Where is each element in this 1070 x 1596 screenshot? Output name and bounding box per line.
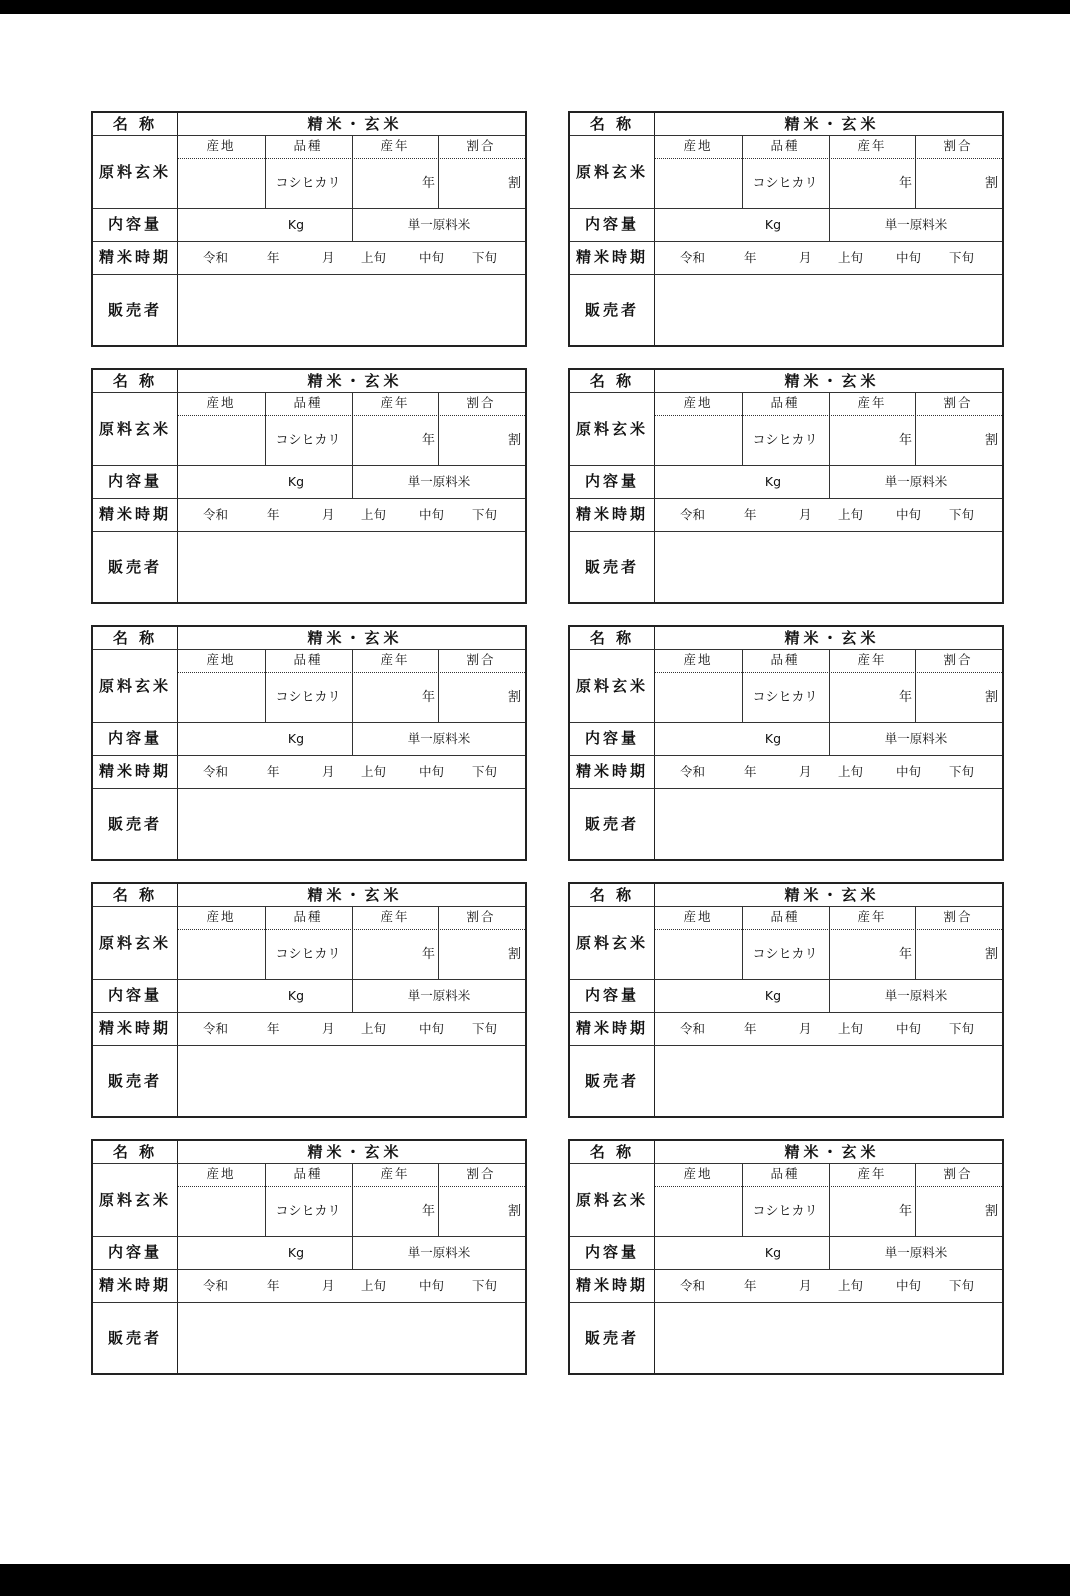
variety-value: コシヒカリ bbox=[752, 1204, 818, 1219]
col-divider bbox=[265, 906, 266, 979]
polish-period-key: 精米時期 bbox=[98, 248, 172, 266]
seller-key: 販売者 bbox=[584, 301, 640, 319]
name-key: 名 称 bbox=[589, 886, 635, 904]
month-word: 月 bbox=[322, 764, 335, 779]
row-divider bbox=[93, 498, 525, 499]
kg-unit: Kg bbox=[287, 217, 305, 232]
rice-label bbox=[91, 368, 527, 604]
raw-rice-key: 原料玄米 bbox=[575, 677, 649, 695]
ratio-unit: 割 bbox=[985, 1204, 999, 1219]
late-text: 下旬 bbox=[472, 1278, 498, 1293]
origin-header: 産地 bbox=[683, 909, 713, 924]
middle-text: 中旬 bbox=[896, 250, 922, 265]
col-divider bbox=[915, 906, 916, 979]
origin-header: 産地 bbox=[206, 909, 236, 924]
middle-text: 中旬 bbox=[419, 1021, 445, 1036]
late-text: 下旬 bbox=[472, 250, 498, 265]
kg-unit: Kg bbox=[287, 731, 305, 746]
row-divider bbox=[570, 208, 1002, 209]
col-divider bbox=[742, 392, 743, 465]
kg-unit: Kg bbox=[764, 474, 782, 489]
variety-header: 品種 bbox=[770, 909, 800, 924]
ratio-unit: 割 bbox=[508, 1204, 522, 1219]
col-divider bbox=[265, 135, 266, 208]
middle-text: 中旬 bbox=[896, 764, 922, 779]
name-key: 名 称 bbox=[589, 1143, 635, 1161]
col-divider bbox=[742, 135, 743, 208]
row-divider bbox=[570, 1269, 1002, 1270]
month-word: 月 bbox=[799, 1021, 812, 1036]
year-header: 産年 bbox=[380, 395, 410, 410]
content-key: 内容量 bbox=[584, 1243, 640, 1261]
row-divider bbox=[570, 1236, 1002, 1237]
single-source-text: 単一原料米 bbox=[884, 1245, 948, 1260]
kg-unit: Kg bbox=[764, 217, 782, 232]
row-divider bbox=[570, 1302, 1002, 1303]
year-header: 産年 bbox=[380, 1166, 410, 1181]
variety-header: 品種 bbox=[770, 138, 800, 153]
origin-header: 産地 bbox=[683, 138, 713, 153]
col-divider bbox=[829, 649, 830, 755]
polish-period-key: 精米時期 bbox=[575, 762, 649, 780]
ratio-header: 割合 bbox=[466, 395, 496, 410]
origin-header: 産地 bbox=[683, 1166, 713, 1181]
content-key: 内容量 bbox=[584, 986, 640, 1004]
seller-key: 販売者 bbox=[584, 1329, 640, 1347]
ratio-unit: 割 bbox=[985, 433, 999, 448]
kg-unit: Kg bbox=[764, 988, 782, 1003]
month-word: 月 bbox=[322, 1278, 335, 1293]
ratio-header: 割合 bbox=[466, 1166, 496, 1181]
row-divider bbox=[570, 906, 1002, 907]
raw-rice-key: 原料玄米 bbox=[575, 420, 649, 438]
row-divider bbox=[570, 979, 1002, 980]
year-unit: 年 bbox=[899, 947, 913, 962]
single-source-text: 単一原料米 bbox=[407, 1245, 471, 1260]
middle-text: 中旬 bbox=[419, 764, 445, 779]
year-unit: 年 bbox=[899, 433, 913, 448]
content-key: 内容量 bbox=[107, 729, 163, 747]
seller-key: 販売者 bbox=[584, 1072, 640, 1090]
origin-header: 産地 bbox=[206, 395, 236, 410]
polish-period-key: 精米時期 bbox=[98, 1276, 172, 1294]
rice-label bbox=[568, 368, 1004, 604]
year-header: 産年 bbox=[380, 652, 410, 667]
late-text: 下旬 bbox=[949, 507, 975, 522]
variety-value: コシヒカリ bbox=[275, 1204, 341, 1219]
polish-period-key: 精米時期 bbox=[98, 762, 172, 780]
middle-text: 中旬 bbox=[896, 507, 922, 522]
col-divider bbox=[742, 906, 743, 979]
year-unit: 年 bbox=[422, 176, 436, 191]
rice-label bbox=[91, 111, 527, 347]
year-unit: 年 bbox=[422, 947, 436, 962]
single-source-text: 単一原料米 bbox=[884, 474, 948, 489]
ratio-unit: 割 bbox=[985, 690, 999, 705]
middle-text: 中旬 bbox=[419, 507, 445, 522]
late-text: 下旬 bbox=[949, 250, 975, 265]
col-divider bbox=[742, 1163, 743, 1236]
year-word: 年 bbox=[267, 764, 280, 779]
content-key: 内容量 bbox=[107, 472, 163, 490]
year-word: 年 bbox=[267, 1021, 280, 1036]
col-divider bbox=[915, 392, 916, 465]
raw-rice-key: 原料玄米 bbox=[575, 163, 649, 181]
rice-label bbox=[91, 882, 527, 1118]
variety-value: コシヒカリ bbox=[752, 176, 818, 191]
variety-header: 品種 bbox=[293, 1166, 323, 1181]
ratio-unit: 割 bbox=[508, 947, 522, 962]
row-divider bbox=[93, 274, 525, 275]
col-divider bbox=[438, 1163, 439, 1236]
year-unit: 年 bbox=[899, 176, 913, 191]
raw-rice-key: 原料玄米 bbox=[98, 677, 172, 695]
row-divider bbox=[570, 274, 1002, 275]
early-text: 上旬 bbox=[838, 250, 864, 265]
col-divider bbox=[829, 1163, 830, 1269]
era-text: 令和 bbox=[203, 250, 229, 265]
row-divider bbox=[93, 135, 525, 136]
variety-header: 品種 bbox=[770, 652, 800, 667]
name-key: 名 称 bbox=[112, 372, 158, 390]
row-divider bbox=[93, 649, 525, 650]
late-text: 下旬 bbox=[472, 1021, 498, 1036]
col-divider bbox=[352, 906, 353, 1012]
rice-label bbox=[91, 1139, 527, 1375]
year-unit: 年 bbox=[422, 433, 436, 448]
month-word: 月 bbox=[799, 1278, 812, 1293]
era-text: 令和 bbox=[203, 764, 229, 779]
seller-key: 販売者 bbox=[107, 558, 163, 576]
early-text: 上旬 bbox=[361, 250, 387, 265]
era-text: 令和 bbox=[203, 1278, 229, 1293]
month-word: 月 bbox=[799, 250, 812, 265]
ratio-header: 割合 bbox=[943, 395, 973, 410]
name-value: 精米・玄米 bbox=[784, 1143, 880, 1161]
era-text: 令和 bbox=[680, 507, 706, 522]
name-key: 名 称 bbox=[589, 629, 635, 647]
era-text: 令和 bbox=[203, 507, 229, 522]
early-text: 上旬 bbox=[838, 1278, 864, 1293]
single-source-text: 単一原料米 bbox=[407, 988, 471, 1003]
col-divider bbox=[352, 1163, 353, 1269]
era-text: 令和 bbox=[680, 1278, 706, 1293]
row-divider bbox=[93, 1012, 525, 1013]
polish-period-key: 精米時期 bbox=[575, 248, 649, 266]
row-divider bbox=[570, 498, 1002, 499]
rice-label bbox=[568, 111, 1004, 347]
col-divider bbox=[352, 649, 353, 755]
year-unit: 年 bbox=[899, 690, 913, 705]
row-divider bbox=[93, 208, 525, 209]
ratio-header: 割合 bbox=[943, 652, 973, 667]
row-divider bbox=[570, 241, 1002, 242]
year-word: 年 bbox=[267, 250, 280, 265]
name-value: 精米・玄米 bbox=[784, 886, 880, 904]
polish-period-key: 精米時期 bbox=[575, 1019, 649, 1037]
origin-header: 産地 bbox=[683, 652, 713, 667]
late-text: 下旬 bbox=[472, 764, 498, 779]
polish-period-key: 精米時期 bbox=[98, 505, 172, 523]
row-divider bbox=[570, 649, 1002, 650]
name-key: 名 称 bbox=[112, 115, 158, 133]
name-key: 名 称 bbox=[112, 886, 158, 904]
single-source-text: 単一原料米 bbox=[407, 731, 471, 746]
seller-key: 販売者 bbox=[107, 815, 163, 833]
month-word: 月 bbox=[322, 1021, 335, 1036]
era-text: 令和 bbox=[680, 764, 706, 779]
name-value: 精米・玄米 bbox=[307, 1143, 403, 1161]
ratio-unit: 割 bbox=[508, 176, 522, 191]
col-divider bbox=[915, 135, 916, 208]
col-divider bbox=[438, 649, 439, 722]
variety-header: 品種 bbox=[293, 652, 323, 667]
year-unit: 年 bbox=[422, 1204, 436, 1219]
row-divider bbox=[93, 1163, 525, 1164]
name-value: 精米・玄米 bbox=[784, 372, 880, 390]
content-key: 内容量 bbox=[107, 215, 163, 233]
single-source-text: 単一原料米 bbox=[407, 217, 471, 232]
year-header: 産年 bbox=[857, 652, 887, 667]
variety-value: コシヒカリ bbox=[275, 690, 341, 705]
early-text: 上旬 bbox=[838, 764, 864, 779]
ratio-header: 割合 bbox=[943, 1166, 973, 1181]
single-source-text: 単一原料米 bbox=[884, 988, 948, 1003]
col-divider bbox=[352, 135, 353, 241]
variety-value: コシヒカリ bbox=[275, 947, 341, 962]
col-divider bbox=[829, 135, 830, 241]
col-divider bbox=[265, 649, 266, 722]
middle-text: 中旬 bbox=[419, 1278, 445, 1293]
seller-key: 販売者 bbox=[584, 558, 640, 576]
month-word: 月 bbox=[799, 764, 812, 779]
row-divider bbox=[570, 755, 1002, 756]
name-key: 名 称 bbox=[112, 629, 158, 647]
ratio-header: 割合 bbox=[943, 909, 973, 924]
row-divider bbox=[93, 465, 525, 466]
late-text: 下旬 bbox=[949, 1278, 975, 1293]
name-key: 名 称 bbox=[589, 115, 635, 133]
rice-label bbox=[568, 882, 1004, 1118]
late-text: 下旬 bbox=[949, 764, 975, 779]
kg-unit: Kg bbox=[287, 988, 305, 1003]
middle-text: 中旬 bbox=[419, 250, 445, 265]
col-divider bbox=[265, 1163, 266, 1236]
era-text: 令和 bbox=[680, 1021, 706, 1036]
year-unit: 年 bbox=[899, 1204, 913, 1219]
year-header: 産年 bbox=[857, 1166, 887, 1181]
origin-header: 産地 bbox=[206, 1166, 236, 1181]
year-word: 年 bbox=[744, 1021, 757, 1036]
raw-rice-key: 原料玄米 bbox=[575, 1191, 649, 1209]
polish-period-key: 精米時期 bbox=[575, 505, 649, 523]
row-divider bbox=[93, 392, 525, 393]
era-text: 令和 bbox=[203, 1021, 229, 1036]
year-word: 年 bbox=[267, 507, 280, 522]
row-divider bbox=[93, 755, 525, 756]
early-text: 上旬 bbox=[838, 1021, 864, 1036]
ratio-header: 割合 bbox=[943, 138, 973, 153]
raw-rice-key: 原料玄米 bbox=[575, 934, 649, 952]
row-divider bbox=[570, 722, 1002, 723]
single-source-text: 単一原料米 bbox=[407, 474, 471, 489]
year-word: 年 bbox=[744, 507, 757, 522]
name-value: 精米・玄米 bbox=[307, 886, 403, 904]
variety-value: コシヒカリ bbox=[752, 690, 818, 705]
name-value: 精米・玄米 bbox=[784, 115, 880, 133]
raw-rice-key: 原料玄米 bbox=[98, 934, 172, 952]
col-divider bbox=[352, 392, 353, 498]
col-divider bbox=[829, 906, 830, 1012]
col-divider bbox=[438, 906, 439, 979]
row-divider bbox=[93, 1236, 525, 1237]
variety-header: 品種 bbox=[293, 395, 323, 410]
year-unit: 年 bbox=[422, 690, 436, 705]
row-divider bbox=[93, 722, 525, 723]
polish-period-key: 精米時期 bbox=[98, 1019, 172, 1037]
raw-rice-key: 原料玄米 bbox=[98, 420, 172, 438]
early-text: 上旬 bbox=[361, 1278, 387, 1293]
row-divider bbox=[570, 392, 1002, 393]
content-key: 内容量 bbox=[107, 1243, 163, 1261]
ratio-unit: 割 bbox=[985, 947, 999, 962]
rice-label bbox=[568, 625, 1004, 861]
row-divider bbox=[570, 1163, 1002, 1164]
month-word: 月 bbox=[322, 250, 335, 265]
rice-label bbox=[568, 1139, 1004, 1375]
row-divider bbox=[93, 788, 525, 789]
middle-text: 中旬 bbox=[896, 1278, 922, 1293]
variety-value: コシヒカリ bbox=[275, 176, 341, 191]
early-text: 上旬 bbox=[361, 507, 387, 522]
year-word: 年 bbox=[744, 1278, 757, 1293]
row-divider bbox=[93, 241, 525, 242]
origin-header: 産地 bbox=[206, 652, 236, 667]
ratio-header: 割合 bbox=[466, 652, 496, 667]
kg-unit: Kg bbox=[764, 731, 782, 746]
middle-text: 中旬 bbox=[896, 1021, 922, 1036]
kg-unit: Kg bbox=[287, 474, 305, 489]
col-divider bbox=[438, 135, 439, 208]
raw-rice-key: 原料玄米 bbox=[98, 163, 172, 181]
variety-header: 品種 bbox=[293, 909, 323, 924]
name-value: 精米・玄米 bbox=[307, 372, 403, 390]
row-divider bbox=[570, 1012, 1002, 1013]
single-source-text: 単一原料米 bbox=[884, 217, 948, 232]
single-source-text: 単一原料米 bbox=[884, 731, 948, 746]
variety-value: コシヒカリ bbox=[275, 433, 341, 448]
kg-unit: Kg bbox=[287, 1245, 305, 1260]
early-text: 上旬 bbox=[838, 507, 864, 522]
year-header: 産年 bbox=[857, 138, 887, 153]
content-key: 内容量 bbox=[107, 986, 163, 1004]
year-header: 産年 bbox=[857, 395, 887, 410]
polish-period-key: 精米時期 bbox=[575, 1276, 649, 1294]
early-text: 上旬 bbox=[361, 764, 387, 779]
year-word: 年 bbox=[744, 250, 757, 265]
name-value: 精米・玄米 bbox=[307, 629, 403, 647]
origin-header: 産地 bbox=[683, 395, 713, 410]
early-text: 上旬 bbox=[361, 1021, 387, 1036]
late-text: 下旬 bbox=[949, 1021, 975, 1036]
row-divider bbox=[570, 135, 1002, 136]
col-divider bbox=[915, 1163, 916, 1236]
raw-rice-key: 原料玄米 bbox=[98, 1191, 172, 1209]
name-key: 名 称 bbox=[112, 1143, 158, 1161]
row-divider bbox=[570, 531, 1002, 532]
row-divider bbox=[570, 465, 1002, 466]
late-text: 下旬 bbox=[472, 507, 498, 522]
row-divider bbox=[93, 979, 525, 980]
name-value: 精米・玄米 bbox=[784, 629, 880, 647]
col-divider bbox=[265, 392, 266, 465]
year-word: 年 bbox=[267, 1278, 280, 1293]
row-divider bbox=[570, 788, 1002, 789]
variety-header: 品種 bbox=[293, 138, 323, 153]
name-value: 精米・玄米 bbox=[307, 115, 403, 133]
kg-unit: Kg bbox=[764, 1245, 782, 1260]
era-text: 令和 bbox=[680, 250, 706, 265]
content-key: 内容量 bbox=[584, 729, 640, 747]
row-divider bbox=[93, 1302, 525, 1303]
col-divider bbox=[438, 392, 439, 465]
year-header: 産年 bbox=[857, 909, 887, 924]
row-divider bbox=[93, 531, 525, 532]
seller-key: 販売者 bbox=[584, 815, 640, 833]
name-key: 名 称 bbox=[589, 372, 635, 390]
seller-key: 販売者 bbox=[107, 1329, 163, 1347]
ratio-header: 割合 bbox=[466, 138, 496, 153]
month-word: 月 bbox=[799, 507, 812, 522]
row-divider bbox=[570, 1045, 1002, 1046]
col-divider bbox=[742, 649, 743, 722]
variety-value: コシヒカリ bbox=[752, 947, 818, 962]
ratio-header: 割合 bbox=[466, 909, 496, 924]
origin-header: 産地 bbox=[206, 138, 236, 153]
row-divider bbox=[93, 1045, 525, 1046]
rice-label bbox=[91, 625, 527, 861]
seller-key: 販売者 bbox=[107, 301, 163, 319]
ratio-unit: 割 bbox=[508, 433, 522, 448]
variety-header: 品種 bbox=[770, 395, 800, 410]
month-word: 月 bbox=[322, 507, 335, 522]
year-header: 産年 bbox=[380, 138, 410, 153]
col-divider bbox=[915, 649, 916, 722]
col-divider bbox=[829, 392, 830, 498]
content-key: 内容量 bbox=[584, 472, 640, 490]
row-divider bbox=[93, 906, 525, 907]
ratio-unit: 割 bbox=[985, 176, 999, 191]
seller-key: 販売者 bbox=[107, 1072, 163, 1090]
variety-value: コシヒカリ bbox=[752, 433, 818, 448]
content-key: 内容量 bbox=[584, 215, 640, 233]
variety-header: 品種 bbox=[770, 1166, 800, 1181]
row-divider bbox=[93, 1269, 525, 1270]
year-header: 産年 bbox=[380, 909, 410, 924]
year-word: 年 bbox=[744, 764, 757, 779]
ratio-unit: 割 bbox=[508, 690, 522, 705]
